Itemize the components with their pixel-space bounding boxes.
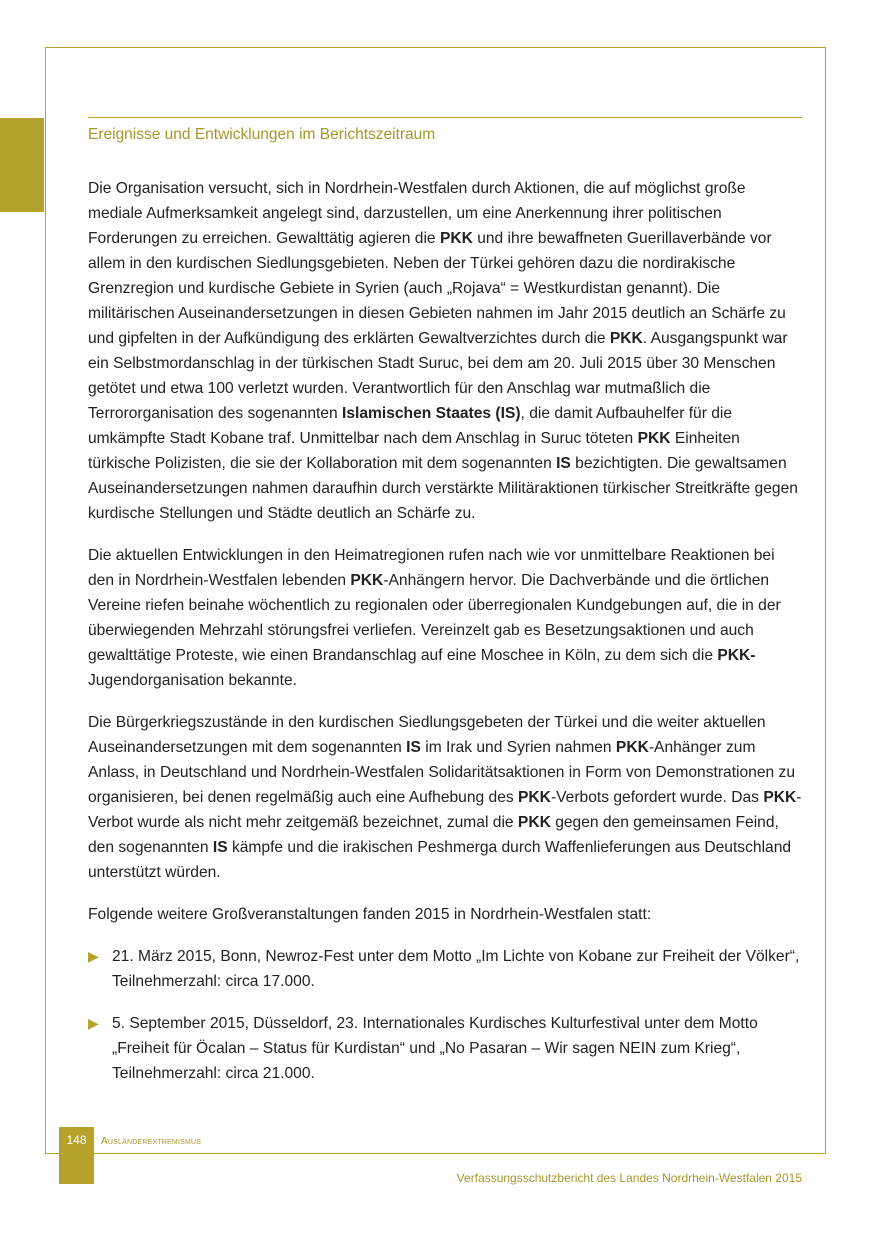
text-run: Jugendorganisation bekannte.	[88, 672, 297, 689]
publication-title: Verfassungsschutzbericht des Landes Nordrhein-Westfalen 2015	[456, 1171, 802, 1185]
text-run: im Irak und Syrien nahmen	[420, 739, 616, 756]
text-run: bezichtigten. Die gewaltsamen Auseinandersetzungen nahmen daraufhin durch verstärkte Militäraktionen türkischer Streitkräfte gegen kurdische Stellungen und Städte deutlich an Schärfe zu.	[88, 455, 798, 522]
paragraph	[88, 902, 804, 927]
triangle-right-icon: ▶	[88, 948, 99, 964]
list-item	[88, 1011, 804, 1086]
list-item-text: 5. September 2015, Düsseldorf, 23. Internationales Kurdisches Kulturfestival unter dem Motto „Freiheit für Öcalan – Status für Kurdistan“ und „No Pasaran – Wir sagen NEIN zum Krieg“, Teilnehmerzahl: circa 21.000.	[112, 1015, 758, 1082]
body-text	[88, 176, 804, 1103]
bold-term: PKK	[518, 789, 551, 806]
triangle-right-icon: ▶	[88, 1015, 99, 1031]
bold-term: IS	[212, 839, 228, 856]
text-run: und ihre bewaffneten Guerillaverbände vor allem in den kurdischen Siedlungsgebieten. Neben der Türkei gehören dazu die nordirakische Grenzregion und kurdische Gebiete in Syrien (auch „Rojava“ = Westkurdistan genannt). Die militärischen Auseinandersetzungen in diesen Gebieten nahmen im Jahr 2015 deutlich an Schärfe zu und gipfelten in der Aufkündigung des erklärten Gewaltverzichtes durch die	[88, 230, 786, 347]
text-run: . Ausgangspunkt war ein Selbstmordanschlag in der türkischen Stadt Suruc, bei dem am 20. Juli 2015 über 30 Menschen getötet und etwa 100 verletzt wurden. Verantwortlich für den Anschlag war mutmaßlich die Terrororganisation des sogenannten	[88, 330, 788, 422]
bold-term: PKK	[615, 739, 649, 756]
chapter-title: Ausländerextremismus	[101, 1136, 202, 1147]
text-run: -Verbots gefordert wurde. Das	[550, 789, 764, 806]
bold-term: IS	[556, 455, 571, 472]
section-divider	[88, 117, 802, 118]
bold-term: PKK	[637, 430, 671, 447]
list-item-text: 21. März 2015, Bonn, Newroz-Fest unter dem Motto „Im Lichte von Kobane zur Freiheit der Völker“, Teilnehmerzahl: circa 17.000.	[112, 948, 800, 990]
text-run: Die Organisation versucht, sich in Nordrhein-Westfalen durch Aktionen, die auf möglichst große mediale Aufmerksamkeit angelegt sind, darzustellen, um eine Anerkennung ihrer politischen Forderungen zu erreichen. Gewalttätig agieren die	[88, 180, 746, 247]
bold-term: PKK	[517, 814, 551, 831]
text-run: Folgende weitere Großveranstaltungen fanden 2015 in Nordrhein-Westfalen statt:	[88, 906, 652, 923]
text-run: Die aktuellen Entwicklungen in den Heimatregionen rufen nach wie vor unmittelbare Reaktionen bei den in Nordrhein-Westfalen lebenden	[88, 547, 775, 589]
bold-term: PKK-	[717, 647, 756, 664]
text-run: gegen den gemeinsamen Feind, den sogenannten	[88, 814, 779, 856]
paragraph	[88, 176, 804, 526]
text-run: Einheiten türkische Polizisten, die sie der Kollaboration mit dem sogenannten	[88, 430, 740, 472]
text-run: kämpfe und die irakischen Peshmerga durch Waffenlieferungen aus Deutschland unterstützt würden.	[88, 839, 792, 881]
list-item	[88, 944, 804, 994]
paragraph	[88, 543, 804, 693]
text-run: , die damit Aufbauhelfer für die umkämpfte Stadt Kobane traf. Unmittelbar nach dem Anschlag in Suruc töteten	[88, 405, 733, 447]
bold-term: PKK	[439, 230, 473, 247]
bold-term: PKK	[763, 789, 797, 806]
paragraph	[88, 710, 804, 885]
text-run: Die Bürgerkriegszustände in den kurdischen Siedlungsgebeten der Türkei und die weiter aktuellen Auseinandersetzungen mit dem sogenannten	[88, 714, 766, 756]
text-run: -Verbot wurde als nicht mehr zeitgemäß bezeichnet, zumal die	[88, 789, 802, 831]
section-heading: Ereignisse und Entwicklungen im Berichtszeitraum	[88, 126, 436, 143]
bold-term: PKK	[350, 572, 384, 589]
bold-term: IS	[406, 739, 421, 756]
text-run: -Anhängern hervor. Die Dachverbände und die örtlichen Vereine riefen beinahe wöchentlich zu regionalen oder überregionalen Kundgebungen auf, die in der überwiegenden Mehrzahl störungsfrei verliefen. Vereinzelt gab es Besetzungsaktionen und auch gewalttätige Proteste, wie einen Brandanschlag auf eine Moschee in Köln, zu dem sich die	[88, 572, 781, 664]
text-run: -Anhänger zum Anlass, in Deutschland und Nordrhein-Westfalen Solidaritätsaktionen in Form von Demonstrationen zu organisieren, bei denen regelmäßig auch eine Aufhebung des	[88, 739, 795, 806]
bold-term: PKK	[609, 330, 643, 347]
side-color-tab	[0, 118, 44, 212]
bold-term: Islamischen Staates (IS)	[342, 405, 521, 422]
page-number: 148	[66, 1133, 87, 1147]
